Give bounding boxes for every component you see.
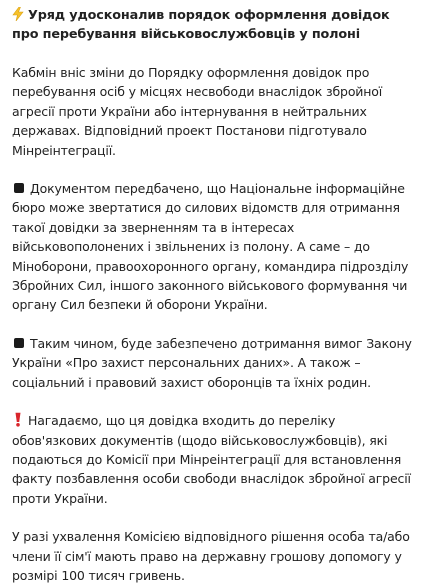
spacer bbox=[12, 44, 414, 63]
paragraph-4: Нагадаємо, що ця довідка входить до переліку обов'язкових документів (щодо військовослужбовців), які подаються до Комісії при Мінреінтеграції для встановлення факту позбавлення особи свободи внаслідок збройної агресії проти України. bbox=[12, 413, 411, 506]
spacer bbox=[12, 315, 414, 334]
paragraph-2-line bbox=[12, 179, 414, 315]
spacer bbox=[12, 508, 414, 527]
paragraph-3-line bbox=[12, 334, 414, 392]
post-title-line bbox=[12, 6, 414, 44]
paragraph-1: Кабмін вніс зміни до Порядку оформлення довідок про перебування осіб у місцях несвободи внаслідок збройної агресії проти України або інтернування в нейтральних державах. Відповідний проект Постанови підготувало Мінреінтеграції. bbox=[12, 65, 383, 158]
spacer bbox=[12, 160, 414, 179]
paragraph-2: Документом передбачено, що Національне інформаційне бюро може звертатися до силових відомств для отримання такої довідки за зверненням та в інтересах військовополонених і звільнених із полону. А саме – до Міноборони, правоохоронного органу, командира підрозділу Збройних Сил, іншого законного військового формування чи органу Сил безпеки й оборони України. bbox=[12, 181, 409, 313]
post-title: Уряд удосконалив порядок оформлення довідок про перебування військовослужбовців у полоні bbox=[12, 8, 390, 42]
exclamation-icon bbox=[14, 412, 22, 427]
high-voltage-icon bbox=[12, 7, 24, 21]
paragraph-5: У разі ухвалення Комісією відповідного рішення особа та/або члени її сім'ї мають право на державну грошову допомогу у розмірі 100 тисяч гривень. bbox=[12, 529, 410, 583]
black-square-icon bbox=[14, 338, 24, 348]
black-square-icon bbox=[14, 183, 24, 193]
paragraph-3: Таким чином, буде забезпечено дотримання вимог Закону України «Про захист персональних даних». А також – соціальний і правовий захист оборонців та їхніх родин. bbox=[12, 335, 412, 390]
spacer bbox=[12, 392, 414, 411]
paragraph-4-line bbox=[12, 411, 414, 508]
